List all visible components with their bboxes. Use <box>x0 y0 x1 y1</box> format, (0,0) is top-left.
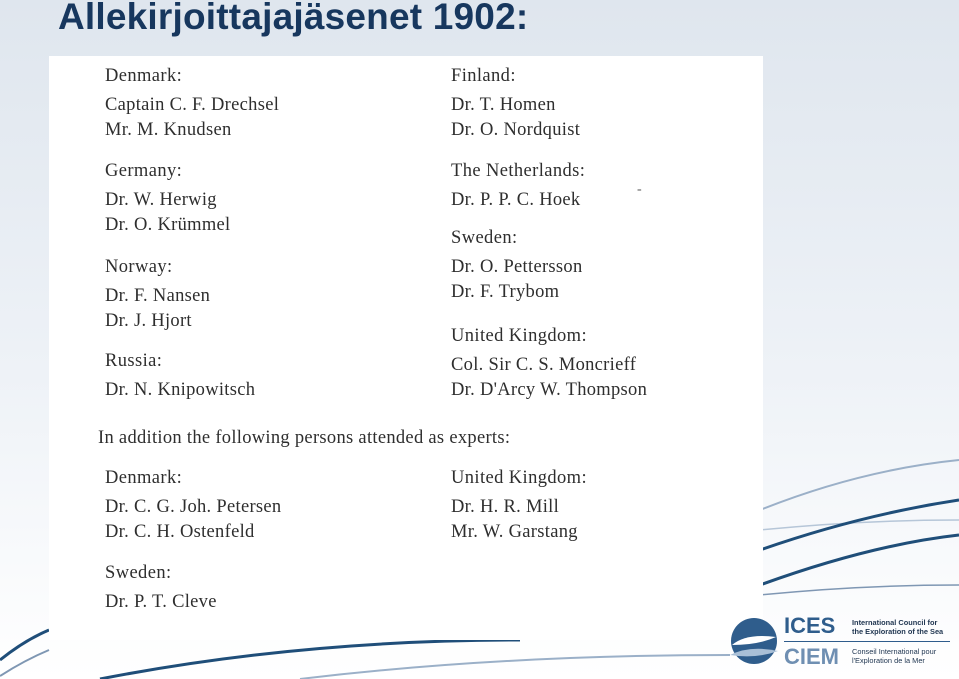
ices-emblem-icon <box>728 615 778 667</box>
scanned-document <box>49 56 763 640</box>
logo-divider <box>784 641 950 642</box>
country-heading: United Kingdom: <box>451 468 588 488</box>
member-name: Col. Sir C. S. Moncrieff <box>451 355 637 375</box>
member-name: Dr. T. Homen <box>451 95 556 115</box>
logo-english-line1: International Council for <box>852 618 938 627</box>
expert-name: Dr. C. G. Joh. Petersen <box>105 497 282 517</box>
member-name: Dr. F. Trybom <box>451 282 560 302</box>
country-heading: Germany: <box>105 161 183 181</box>
signatory-block-russia <box>105 349 255 403</box>
expert-name: Mr. W. Garstang <box>451 522 578 542</box>
expert-name: Dr. H. R. Mill <box>451 497 560 517</box>
member-name: Dr. D'Arcy W. Thompson <box>451 380 648 400</box>
country-heading: The Netherlands: <box>451 161 586 181</box>
expert-block-sweden <box>105 561 217 615</box>
expert-name: Dr. C. H. Ostenfeld <box>105 522 255 542</box>
expert-block-denmark <box>105 466 281 545</box>
signatory-block-denmark <box>105 64 279 143</box>
member-name: Dr. W. Herwig <box>105 190 217 210</box>
member-name: Dr. N. Knipowitsch <box>105 380 256 400</box>
signatory-block-netherlands <box>451 159 585 213</box>
ices-ciem-logo <box>728 613 953 669</box>
member-name: Mr. M. Knudsen <box>105 120 232 140</box>
country-heading: United Kingdom: <box>451 326 588 346</box>
country-heading: Sweden: <box>105 563 172 583</box>
member-name: Captain C. F. Drechsel <box>105 95 280 115</box>
member-name: Dr. J. Hjort <box>105 311 192 331</box>
country-heading: Russia: <box>105 351 163 371</box>
country-heading: Denmark: <box>105 468 183 488</box>
expert-block-united-kingdom <box>451 466 587 545</box>
expert-name: Dr. P. T. Cleve <box>105 592 217 612</box>
signatory-block-sweden <box>451 226 583 305</box>
logo-ices-text: ICES <box>784 613 836 638</box>
signatory-block-united-kingdom <box>451 324 647 403</box>
member-name: Dr. P. P. C. Hoek <box>451 190 581 210</box>
country-heading: Finland: <box>451 66 516 86</box>
member-name: Dr. F. Nansen <box>105 286 211 306</box>
member-name: Dr. O. Krümmel <box>105 215 231 235</box>
logo-french-line2: l'Exploration de la Mer <box>852 656 925 665</box>
country-heading: Denmark: <box>105 66 183 86</box>
signatory-block-germany <box>105 159 230 238</box>
slide-title: Allekirjoittajajäsenet 1902: <box>58 0 529 37</box>
country-heading: Norway: <box>105 257 173 277</box>
logo-french-line1: Conseil International pour <box>852 647 937 656</box>
signatory-block-finland <box>451 64 580 143</box>
member-name: Dr. O. Pettersson <box>451 257 583 277</box>
logo-ciem-text: CIEM <box>784 644 839 669</box>
logo-english-line2: the Exploration of the Sea <box>852 627 944 636</box>
member-name: Dr. O. Nordquist <box>451 120 581 140</box>
scan-speck: - <box>637 182 642 197</box>
country-heading: Sweden: <box>451 228 518 248</box>
signatory-block-norway <box>105 255 210 334</box>
experts-intro: In addition the following persons attended as experts: <box>98 428 511 448</box>
